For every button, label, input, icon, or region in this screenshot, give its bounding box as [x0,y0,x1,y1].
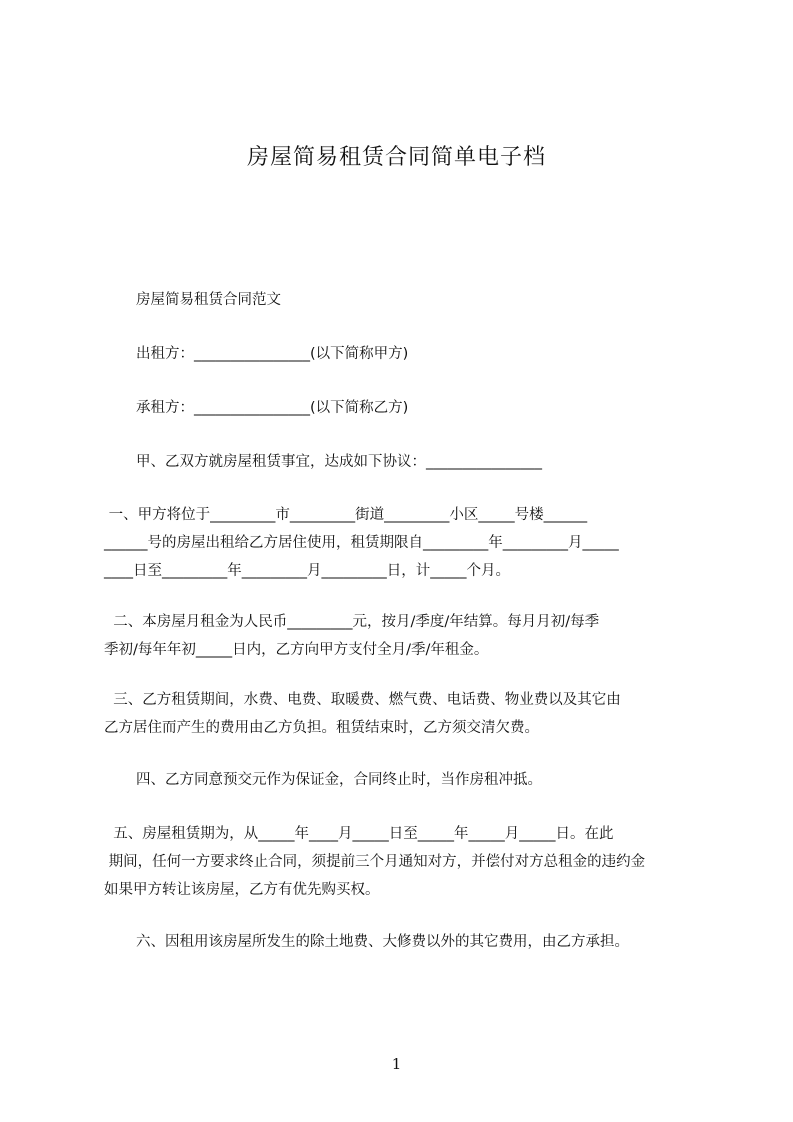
clause-5-line: 如果甲方转让该房屋，乙方有优先购买权。 [104,882,380,898]
clause-2-line: 季初/每年年初_____日内，乙方向甲方支付全月/季/年租金。 [104,642,489,658]
lessee-line: 承租方：________________(以下简称乙方) [136,400,409,416]
lessor-line: 出租方：________________(以下简称甲方) [136,346,409,362]
clause-1-line: ____日至_________年_________月_________日，计_____个月。 [104,563,510,579]
clause-2 [104,608,700,664]
clause-6: 六、因租用该房屋所发生的除土地费、大修费以外的其它费用，由乙方承担。 [136,934,629,950]
clause-3 [104,686,700,742]
clause-4: 四、乙方同意预交元作为保证金，合同终止时，当作房租冲抵。 [136,772,542,788]
page-number: 1 [391,1055,402,1073]
document-title: 房屋简易租赁合同简单电子档 [246,145,546,170]
clause-3-line: 乙方居住而产生的费用由乙方负担。租赁结束时，乙方须交清欠费。 [104,720,539,736]
subtitle: 房屋简易租赁合同范文 [136,292,281,308]
clause-5 [104,820,700,904]
clause-5-line: 期间，任何一方要求终止合同，须提前三个月通知对方，并偿付对方总租金的违约金 [104,854,646,870]
clause-1-line: ______号的房屋出租给乙方居住使用，租赁期限自_________年_________月_____ [104,535,619,551]
clause-1-line: 一、甲方将位于_________市_________街道_________小区_____号楼______ [104,507,588,523]
agreement-line: 甲、乙双方就房屋租赁事宜，达成如下协议：________________ [136,454,542,470]
clause-3-line: 三、乙方租赁期间，水费、电费、取暖费、燃气费、电话费、物业费以及其它由 [104,692,621,708]
clause-2-line: 二、本房屋月租金为人民币_________元，按月/季度/年结算。每月月初/每季 [104,614,600,630]
clause-1 [104,501,700,585]
clause-5-line: 五、房屋租赁期为，从_____年____月_____日至_____年_____月_____日。在此 [104,826,614,842]
